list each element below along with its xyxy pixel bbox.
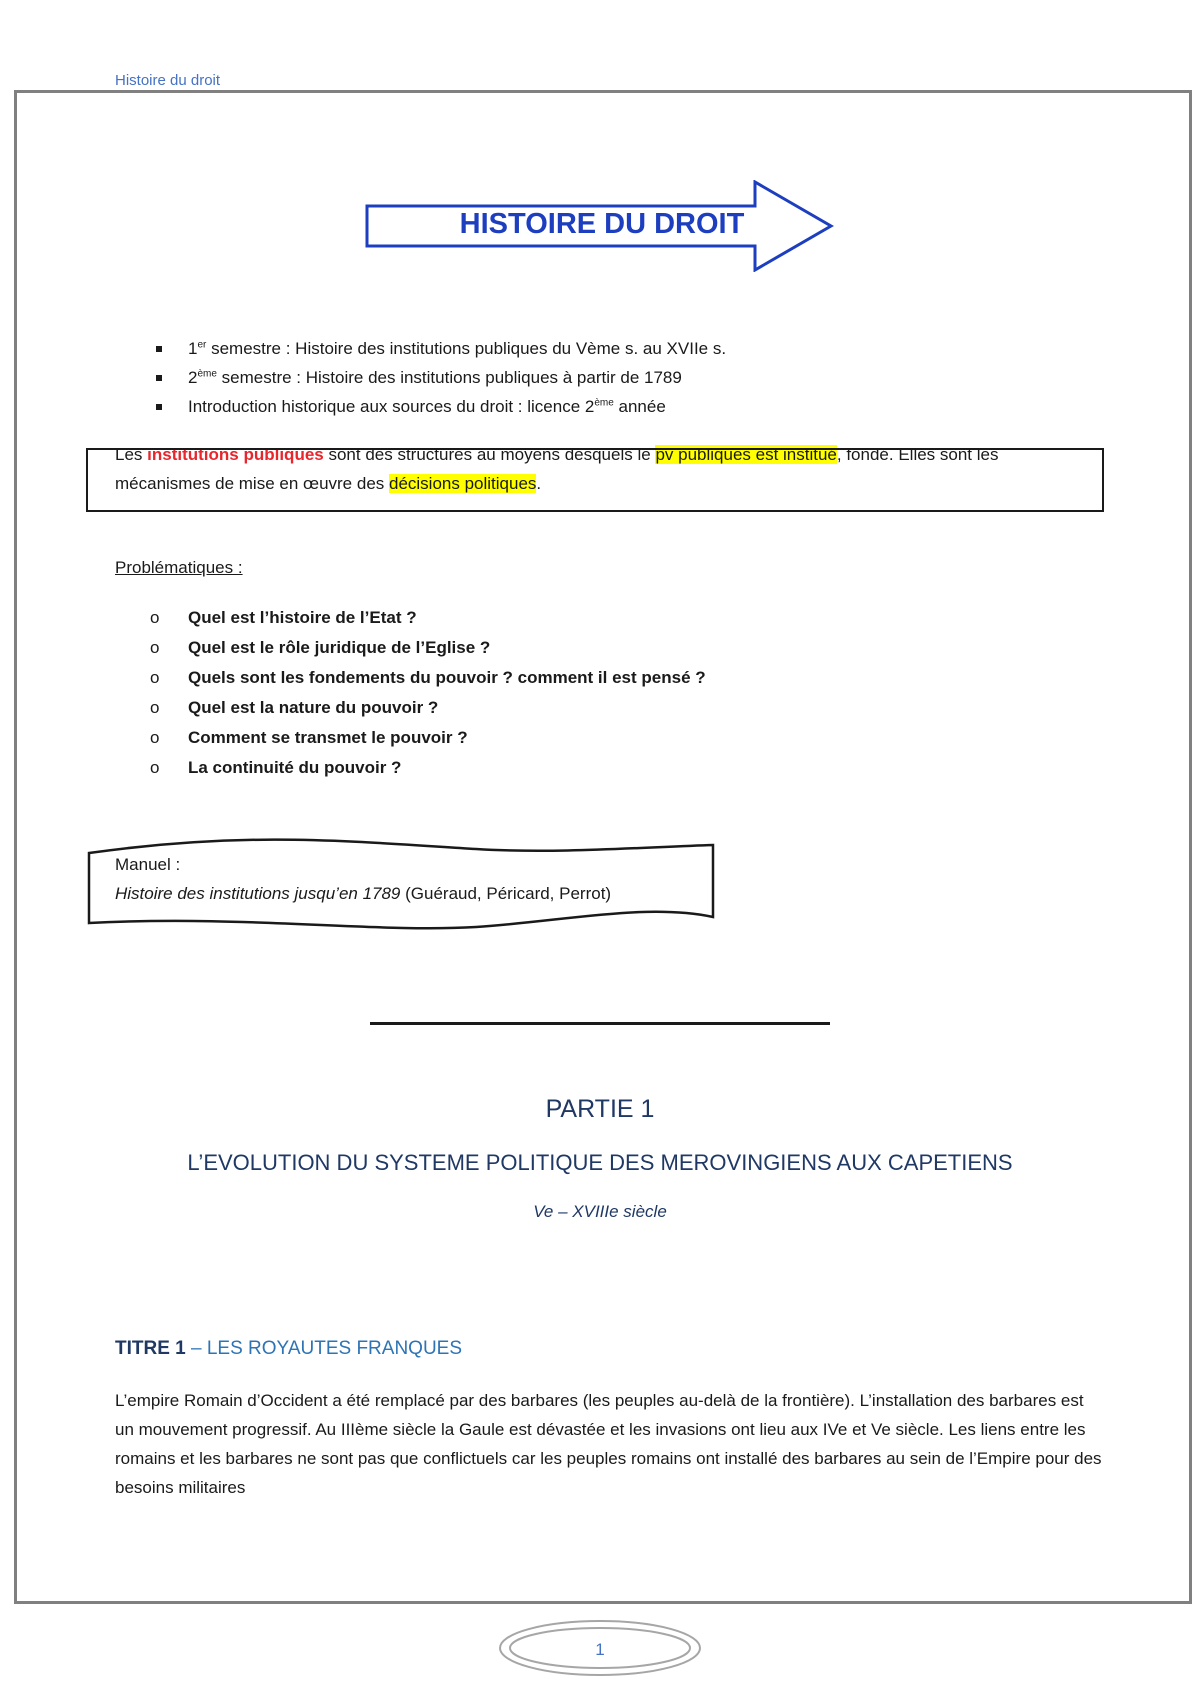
body-paragraph: L’empire Romain d’Occident a été remplacé par des barbares (les peuples au-delà de la frontière). L’installation des barbares est un mouvement progressif. Au IIIème siècle la Gaule est dévastée et les invasions ont lieu aux IVe et Ve siècle. Les liens entre les romains et les barbares ne sont pas que conflictuels car les peuples romains ont installé des barbares au sein de l’Empire pour des besoins militaires xyxy=(115,1391,1102,1497)
section-divider xyxy=(370,1022,830,1025)
square-bullet-icon xyxy=(156,375,162,381)
list-item: o Quel est le rôle juridique de l’Eglise ? xyxy=(150,633,706,663)
circle-bullet-icon: o xyxy=(150,698,160,717)
partie-subtitle: L’EVOLUTION DU SYSTEME POLITIQUE DES MEROVINGIENS AUX CAPETIENS xyxy=(187,1150,1013,1175)
question-list xyxy=(150,603,706,783)
definition-box xyxy=(86,448,1104,512)
list-item: o Quels sont les fondements du pouvoir ? comment il est pensé ? xyxy=(150,663,706,693)
definition-paragraph: Les institutions publiques sont des structures au moyens desquels le pv publiques est institué, fondé. Elles sont les mécanismes de mise en œuvre des décisions politiques. xyxy=(115,445,999,493)
square-bullet-icon xyxy=(156,404,162,410)
circle-bullet-icon: o xyxy=(150,608,160,627)
highlight-yellow-term: décisions politiques xyxy=(389,474,537,493)
list-item: 2ème semestre : Histoire des institutions publiques à partir de 1789 xyxy=(156,363,726,392)
document-title: HISTOIRE DU DROIT xyxy=(459,208,745,240)
partie-period: Ve – XVIIIe siècle xyxy=(533,1202,667,1221)
square-bullet-icon xyxy=(156,346,162,352)
manual-book-title: Histoire des institutions jusqu’en 1789 xyxy=(115,884,401,903)
circle-bullet-icon: o xyxy=(150,668,160,687)
partie-title: PARTIE 1 xyxy=(545,1095,655,1123)
manual-reference xyxy=(115,850,611,908)
circle-bullet-icon: o xyxy=(150,638,160,657)
highlight-red-term: institutions publiques xyxy=(147,445,324,464)
manual-label: Manuel : xyxy=(115,855,181,874)
list-item: 1er semestre : Histoire des institutions publiques du Vème s. au XVIIe s. xyxy=(156,334,726,363)
list-item: o La continuité du pouvoir ? xyxy=(150,753,706,783)
running-header: Histoire du droit xyxy=(115,72,221,89)
problematiques-label: Problématiques : xyxy=(115,558,243,577)
list-item: o Comment se transmet le pouvoir ? xyxy=(150,723,706,753)
circle-bullet-icon: o xyxy=(150,758,160,777)
manual-authors: (Guéraud, Péricard, Perrot) xyxy=(400,884,612,903)
page-number: 1 xyxy=(595,1640,605,1659)
titre-heading: TITRE 1 – LES ROYAUTES FRANQUES xyxy=(115,1338,463,1359)
list-item: o Quel est la nature du pouvoir ? xyxy=(150,693,706,723)
semester-list xyxy=(156,334,726,421)
list-item: Introduction historique aux sources du droit : licence 2ème année xyxy=(156,392,726,421)
list-item: o Quel est l’histoire de l’Etat ? xyxy=(150,603,706,633)
highlight-yellow-term: pv publiques est institué xyxy=(655,445,837,464)
circle-bullet-icon: o xyxy=(150,728,160,747)
